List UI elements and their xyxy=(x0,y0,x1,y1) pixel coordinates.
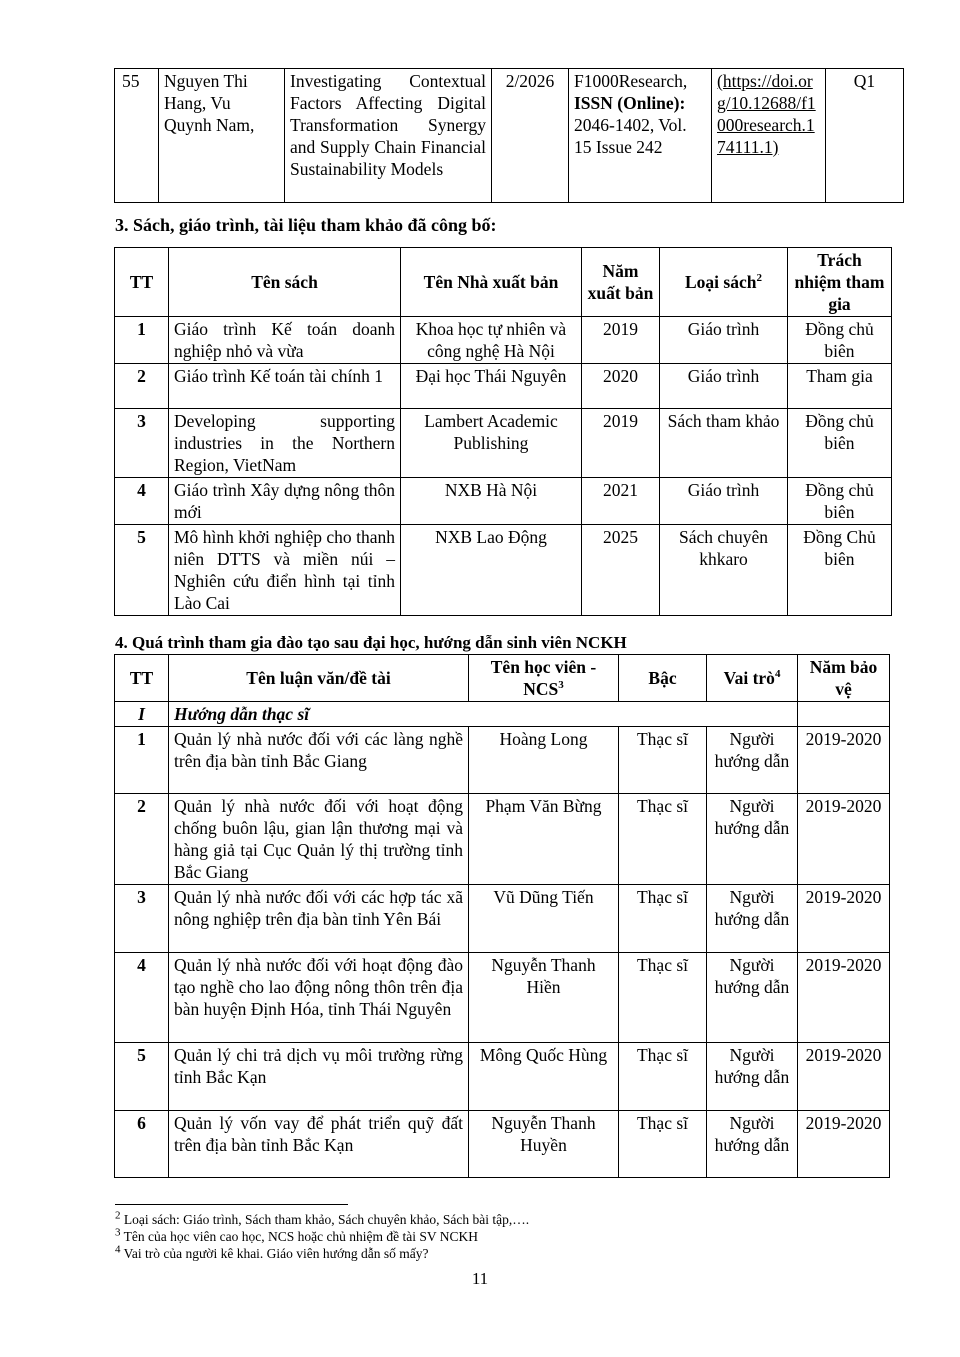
book-name: Giáo trình Xây dựng nông thôn mới xyxy=(169,478,401,525)
level: Thạc sĩ xyxy=(619,885,707,953)
table-row xyxy=(115,69,904,203)
supervision-table-header xyxy=(115,655,890,702)
book-type: Giáo trình xyxy=(660,364,788,409)
header-year: Năm xuất bản xyxy=(582,248,660,317)
publisher: Đại học Thái Nguyên xyxy=(401,364,582,409)
header-tt: TT xyxy=(115,248,169,317)
role: Người hướng dẫn xyxy=(707,885,798,953)
defense-year: 2019-2020 xyxy=(798,1043,890,1111)
defense-year: 2019-2020 xyxy=(798,727,890,794)
empty-cell xyxy=(798,702,890,727)
thesis-title: Quản lý nhà nước đối với hoạt động đào tạo nghề cho lao động nông thôn trên địa bàn huyện Định Hóa, tỉnh Thái Nguyên xyxy=(169,953,469,1043)
table-row xyxy=(115,364,892,409)
row-number: 2 xyxy=(115,364,169,409)
journal-name: F1000Research, xyxy=(574,71,688,91)
publications-table xyxy=(114,68,904,203)
header-role: Trách nhiệm tham gia xyxy=(788,248,892,317)
book-name: Mô hình khởi nghiệp cho thanh niên DTTS và miền núi – Nghiên cứu điển hình tại tỉnh Lào Cai xyxy=(169,525,401,616)
book-name: Giáo trình Kế toán doanh nghiệp nhỏ và vừa xyxy=(169,317,401,364)
role: Người hướng dẫn xyxy=(707,794,798,885)
student-name: Nguyễn Thanh Huyền xyxy=(469,1111,619,1178)
book-type: Giáo trình xyxy=(660,478,788,525)
role: Người hướng dẫn xyxy=(707,1111,798,1178)
header-publisher: Tên Nhà xuất bản xyxy=(401,248,582,317)
level: Thạc sĩ xyxy=(619,1111,707,1178)
row-number: 4 xyxy=(115,953,169,1043)
level: Thạc sĩ xyxy=(619,1043,707,1111)
role: Người hướng dẫn xyxy=(707,953,798,1043)
books-table xyxy=(114,247,892,616)
table-row xyxy=(115,953,890,1043)
group-number: I xyxy=(115,702,169,727)
student-name: Vũ Dũng Tiến xyxy=(469,885,619,953)
footnote-divider xyxy=(115,1204,348,1205)
level: Thạc sĩ xyxy=(619,794,707,885)
thesis-title: Quản lý nhà nước đối với các làng nghề trên địa bàn tỉnh Bắc Giang xyxy=(169,727,469,794)
header-defense-year: Năm bảo vệ xyxy=(798,655,890,702)
row-number: 4 xyxy=(115,478,169,525)
row-number: 1 xyxy=(115,727,169,794)
row-number: 2 xyxy=(115,794,169,885)
header-tt: TT xyxy=(115,655,169,702)
level: Thạc sĩ xyxy=(619,953,707,1043)
thesis-title: Quản lý nhà nước đối với hoạt động chống buôn lậu, gian lận thương mại và hàng giả tại Cục Quản lý thị trường tỉnh Bắc Giang xyxy=(169,794,469,885)
role: Đồng chủ biên xyxy=(788,478,892,525)
defense-year: 2019-2020 xyxy=(798,953,890,1043)
defense-year: 2019-2020 xyxy=(798,1111,890,1178)
row-number: 3 xyxy=(115,409,169,478)
table-row xyxy=(115,317,892,364)
table-row xyxy=(115,794,890,885)
year: 2021 xyxy=(582,478,660,525)
header-student: Tên học viên - NCS$^3$ xyxy=(469,655,619,702)
group-label: Hướng dẫn thạc sĩ xyxy=(169,702,798,727)
year: 2020 xyxy=(582,364,660,409)
footnote: $^3$ Tên của học viên cao học, NCS hoặc chủ nhiệm đề tài SV NCKH xyxy=(115,1226,479,1244)
year: 2025 xyxy=(582,525,660,616)
date-cell: 2/2026 xyxy=(492,69,569,203)
publisher: Lambert Academic Publishing xyxy=(401,409,582,478)
issn-label: ISSN (Online): xyxy=(574,93,686,113)
publisher: NXB Hà Nội xyxy=(401,478,582,525)
table-row xyxy=(115,727,890,794)
table-row xyxy=(115,1111,890,1178)
page-number: 11 xyxy=(471,1269,489,1288)
role: Đồng Chủ biên xyxy=(788,525,892,616)
journal-cell xyxy=(569,69,712,203)
row-number: 6 xyxy=(115,1111,169,1178)
table-row xyxy=(115,525,892,616)
role: Tham gia xyxy=(788,364,892,409)
book-type: Giáo trình xyxy=(660,317,788,364)
row-number: 1 xyxy=(115,317,169,364)
group-row xyxy=(115,702,890,727)
thesis-title: Quản lý vốn vay để phát triển quỹ đất trên địa bàn tỉnh Bắc Kạn xyxy=(169,1111,469,1178)
student-name: Phạm Văn Bừng xyxy=(469,794,619,885)
role: Người hướng dẫn xyxy=(707,727,798,794)
supervision-table xyxy=(114,654,890,1178)
student-name: Mông Quốc Hùng xyxy=(469,1043,619,1111)
thesis-title: Quản lý nhà nước đối với các hợp tác xã nông nghiệp trên địa bàn tỉnh Yên Bái xyxy=(169,885,469,953)
doi-cell xyxy=(712,69,826,203)
header-role: Vai trò$^4$ xyxy=(707,655,798,702)
authors-cell: Nguyen Thi Hang, Vu Quynh Nam, xyxy=(159,69,285,203)
book-name: Developing supporting industries in the Northern Region, VietNam xyxy=(169,409,401,478)
defense-year: 2019-2020 xyxy=(798,794,890,885)
book-name: Giáo trình Kế toán tài chính 1 xyxy=(169,364,401,409)
table-row xyxy=(115,409,892,478)
thesis-title: Quản lý chi trả dịch vụ môi trường rừng tỉnh Bắc Kạn xyxy=(169,1043,469,1111)
header-book-name: Tên sách xyxy=(169,248,401,317)
role: Đồng chủ biên xyxy=(788,409,892,478)
doi-link[interactable]: (https://doi.org/10.12688/f1000research.174111.1) xyxy=(717,71,816,157)
header-book-type: Loại sách$^2$ xyxy=(660,248,788,317)
role: Đồng chủ biên xyxy=(788,317,892,364)
book-type: Sách tham khảo xyxy=(660,409,788,478)
books-table-header xyxy=(115,248,892,317)
header-thesis: Tên luận văn/đề tài xyxy=(169,655,469,702)
role: Người hướng dẫn xyxy=(707,1043,798,1111)
section-4-heading: 4. Quá trình tham gia đào tạo sau đại học, hướng dẫn sinh viên NCKH xyxy=(115,633,627,652)
footnotes xyxy=(115,1211,529,1262)
defense-year: 2019-2020 xyxy=(798,885,890,953)
footnote: $^4$ Vai trò của người kê khai. Giáo viên hướng dẫn số mấy? xyxy=(115,1243,429,1261)
footnote: $^2$ Loại sách: Giáo trình, Sách tham khảo, Sách chuyên khảo, Sách bài tập,…. xyxy=(115,1209,530,1227)
level: Thạc sĩ xyxy=(619,727,707,794)
row-number: 55 xyxy=(115,69,159,203)
year: 2019 xyxy=(582,409,660,478)
publisher: Khoa học tự nhiên và công nghệ Hà Nội xyxy=(401,317,582,364)
year: 2019 xyxy=(582,317,660,364)
table-row xyxy=(115,1043,890,1111)
table-row xyxy=(115,478,892,525)
section-3-heading: 3. Sách, giáo trình, tài liệu tham khảo đã công bố: xyxy=(115,215,497,235)
header-level: Bậc xyxy=(619,655,707,702)
book-type: Sách chuyên khkaro xyxy=(660,525,788,616)
issn-value: 2046-1402, Vol. 15 Issue 242 xyxy=(574,115,687,157)
student-name: Nguyễn Thanh Hiền xyxy=(469,953,619,1043)
row-number: 3 xyxy=(115,885,169,953)
row-number: 5 xyxy=(115,525,169,616)
rank-cell: Q1 xyxy=(826,69,904,203)
paper-title-cell: Investigating Contextual Factors Affecting Digital Transformation Synergy and Supply Chain Financial Sustainability Models xyxy=(285,69,492,203)
row-number: 5 xyxy=(115,1043,169,1111)
publisher: NXB Lao Động xyxy=(401,525,582,616)
student-name: Hoàng Long xyxy=(469,727,619,794)
table-row xyxy=(115,885,890,953)
